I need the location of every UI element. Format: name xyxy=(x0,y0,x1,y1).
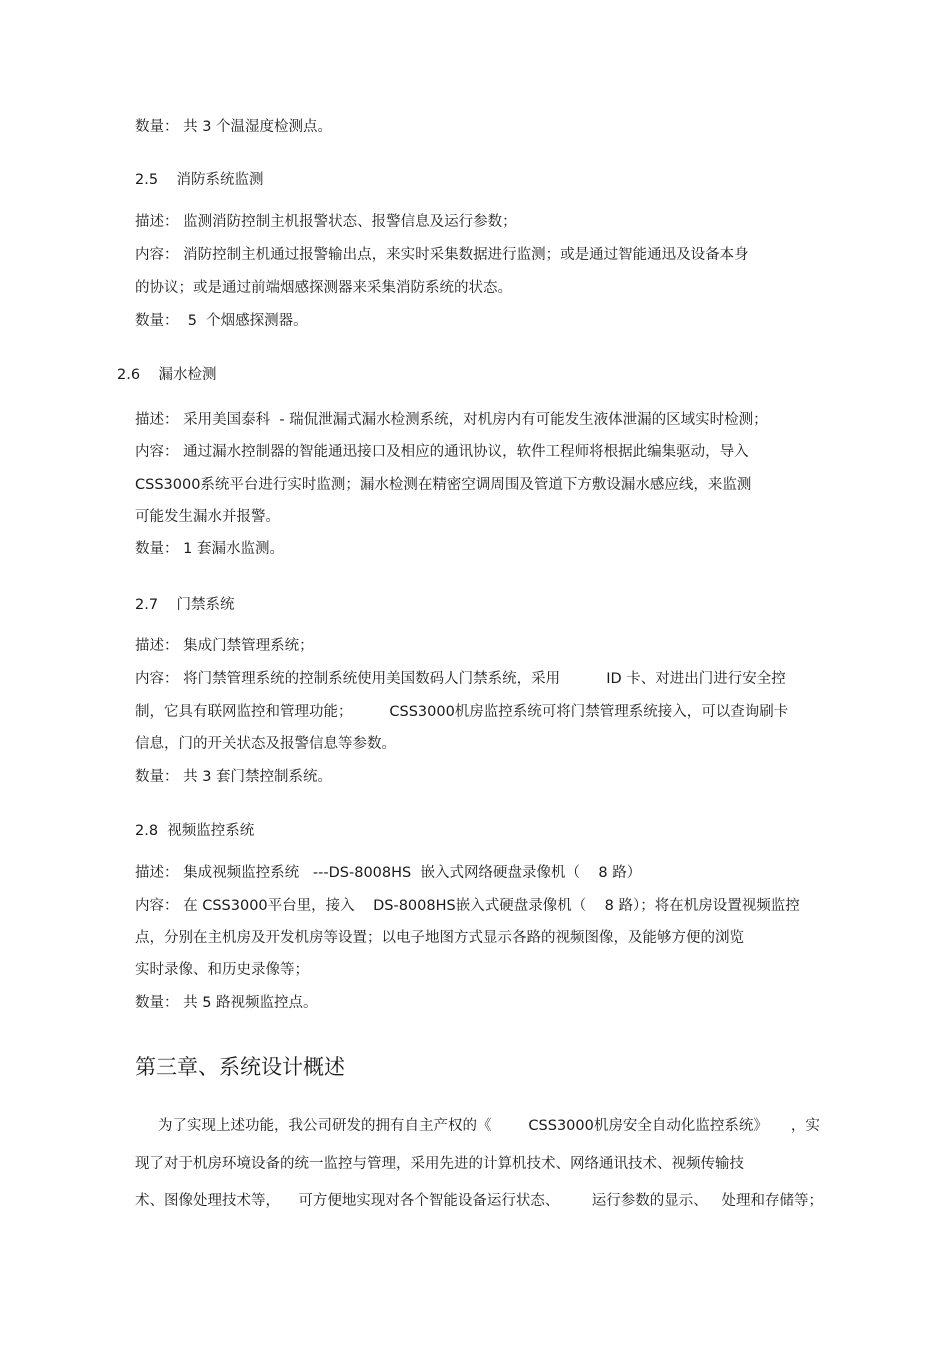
paragraph-line: 术、图像处理技术等， 可方便地实现对各个智能设备运行状态、 运行参数的显示、 处理和存储等； xyxy=(135,1193,824,1209)
text-line: 实时录像、和历史录像等； xyxy=(135,962,309,978)
paragraph-line: 为了实现上述功能，我公司研发的拥有自主产权的《 CSS3000机房安全自动化监控系统》 ，实 xyxy=(135,1118,820,1134)
text-line: 描述： 采用美国泰科 - 瑞侃泄漏式漏水检测系统，对机房内有可能发生液体泄漏的区域实时检测； xyxy=(135,412,768,428)
text-line: 数量： 1 套漏水监测。 xyxy=(135,541,284,557)
chapter-heading: 第三章、系统设计概述 xyxy=(135,1055,345,1079)
text-line: 点，分别在主机房及开发机房等设置；以电子地图方式显示各路的视频图像，及能够方便的浏览 xyxy=(135,930,744,946)
section-heading-2-8: 2.8 视频监控系统 xyxy=(135,823,255,839)
text-line: 描述： 集成门禁管理系统； xyxy=(135,638,314,654)
text-line: 内容： 消防控制主机通过报警输出点，来实时采集数据进行监测；或是通过智能通迅及设备本身 xyxy=(135,247,749,263)
section-heading-2-6: 2.6 漏水检测 xyxy=(117,367,217,383)
text-line: 数量： 共 5 路视频监控点。 xyxy=(135,995,318,1011)
text-line: 描述： 集成视频监控系统 ---DS-8008HS 嵌入式网络硬盘录像机（ 8 路） xyxy=(135,865,642,881)
section-heading-2-5: 2.5 消防系统监测 xyxy=(135,172,264,188)
text-line: 数量： 5 个烟感探测器。 xyxy=(135,313,308,329)
text-line: 内容： 将门禁管理系统的控制系统使用美国数码人门禁系统，采用 ID 卡、对进出门进行安全控 xyxy=(135,671,786,687)
text-line: 数量： 共 3 套门禁控制系统。 xyxy=(135,769,333,785)
text-line: 内容： 在 CSS3000平台里，接入 DS-8008HS嵌入式硬盘录像机（ 8 路）；将在机房设置视频监控 xyxy=(135,898,800,914)
text-line: 的协议；或是通过前端烟感探测器来采集消防系统的状态。 xyxy=(135,280,512,296)
text-line: 内容： 通过漏水控制器的智能通迅接口及相应的通讯协议，软件工程师将根据此编集驱动，导入 xyxy=(135,444,749,460)
text-line: 可能发生漏水并报警。 xyxy=(135,509,280,525)
section-heading-2-7: 2.7 门禁系统 xyxy=(135,597,235,613)
text-line: 制，它具有联网监控和管理功能； CSS3000机房监控系统可将门禁管理系统接入，可以查询刷卡 xyxy=(135,704,789,720)
text-line: CSS3000系统平台进行实时监测；漏水检测在精密空调周围及管道下方敷设漏水感应线，来监测 xyxy=(135,477,752,493)
text-line: 信息，门的开关状态及报警信息等参数。 xyxy=(135,736,396,752)
text-line: 数量： 共 3 个温湿度检测点。 xyxy=(135,119,333,135)
text-line: 描述： 监测消防控制主机报警状态、报警信息及运行参数； xyxy=(135,214,517,230)
paragraph-line: 现了对于机房环境设备的统一监控与管理，采用先进的计算机技术、网络通讯技术、视频传输技 xyxy=(135,1156,744,1172)
